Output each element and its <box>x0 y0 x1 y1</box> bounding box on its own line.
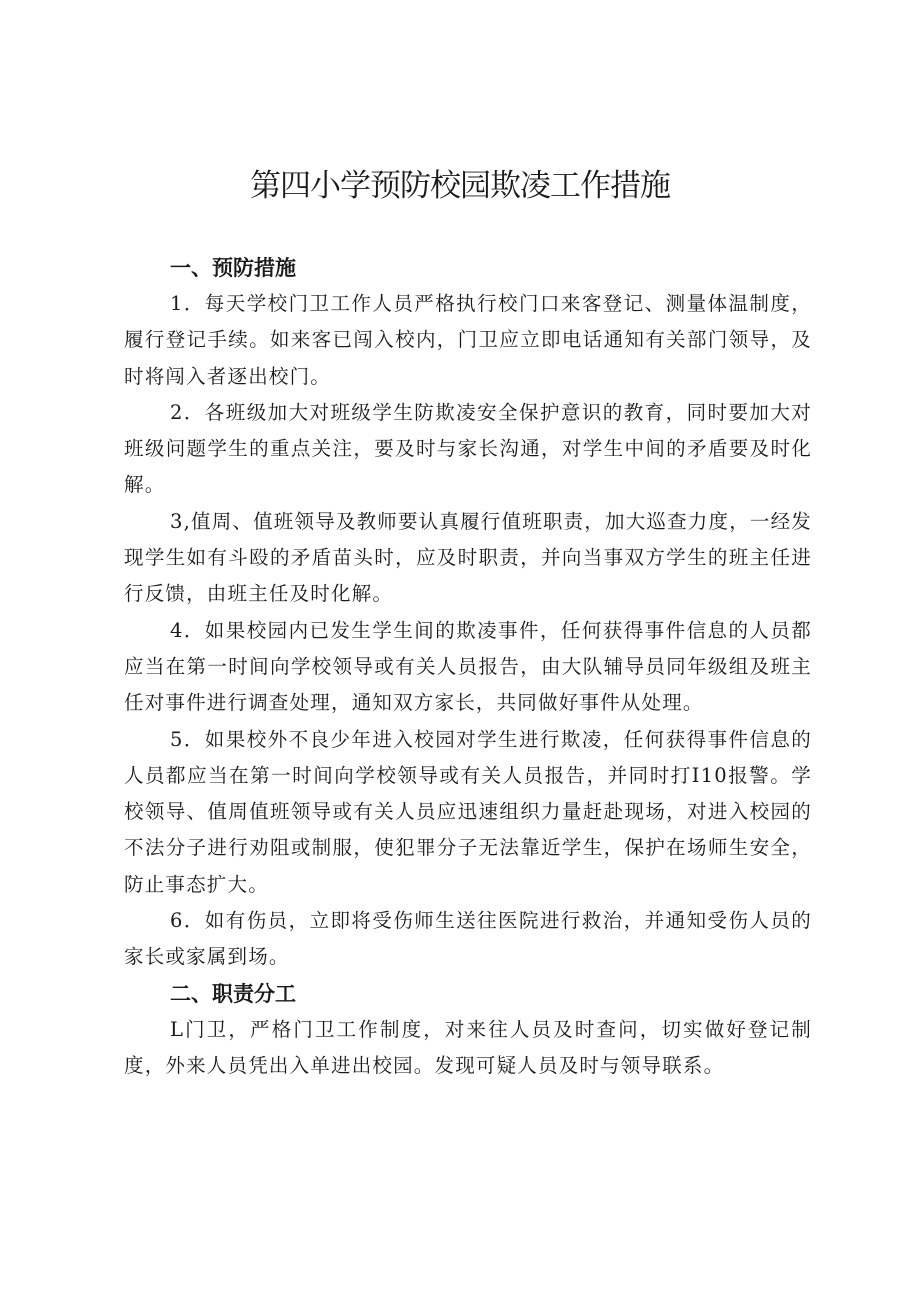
section-responsibility-division <box>124 976 812 1085</box>
paragraph-item-4: 4．如果校园内已发生学生间的欺凌事件，任何获得事件信息的人员都应当在第一时间向学校领导或有关人员报告，由大队辅导员同年级组及班主任对事件进行调查处理，通知双方家长，共同做好事件从处理。 <box>124 618 812 715</box>
section-heading: 二、职责分工 <box>170 981 296 1006</box>
paragraph-item-1: 1．每天学校门卫工作人员严格执行校门口来客登记、测量体温制度，履行登记手续。如来客已闯入校内，门卫应立即电话通知有关部门领导，及时将闯入者逐出校门。 <box>124 292 812 388</box>
section-prevention-measures <box>124 250 812 976</box>
paragraph-item-1: L门卫，严格门卫工作制度，对来往人员及时查问，切实做好登记制度，外来人员凭出入单进出校园。发现可疑人员及时与领导联系。 <box>124 1017 812 1077</box>
page-title: 第四小学预防校园欺凌工作措施 <box>250 168 670 204</box>
paragraph-item-3: 3,值周、值班领导及教师要认真履行值班职责，加大巡查力度，一经发现学生如有斗殴的矛盾苗头时，应及时职责，并向当事双方学生的班主任进行反馈，由班主任及时化解。 <box>124 509 813 606</box>
paragraph-item-6: 6．如有伤员，立即将受伤师生送往医院进行救治，并通知受伤人员的家长或家属到场。 <box>124 909 812 969</box>
paragraph-item-2: 2．各班级加大对班级学生防欺凌安全保护意识的教育，同时要加大对班级问题学生的重点关注，要及时与家长沟通，对学生中间的矛盾要及时化解。 <box>124 400 812 497</box>
document-body <box>124 250 812 1084</box>
paragraph-item-5: 5．如果校外不良少年进入校园对学生进行欺凌，任何获得事件信息的人员都应当在第一时间向学校领导或有关人员报告，并同时打I10报警。学校领导、值周值班领导或有关人员应迅速组织力量赶赴现场，对进入校园的不法分子进行劝阻或制服，使犯罪分子无法靠近学生，保护在场师生安全，防止事态扩大。 <box>124 727 812 896</box>
section-heading: 一、预防措施 <box>170 256 296 280</box>
